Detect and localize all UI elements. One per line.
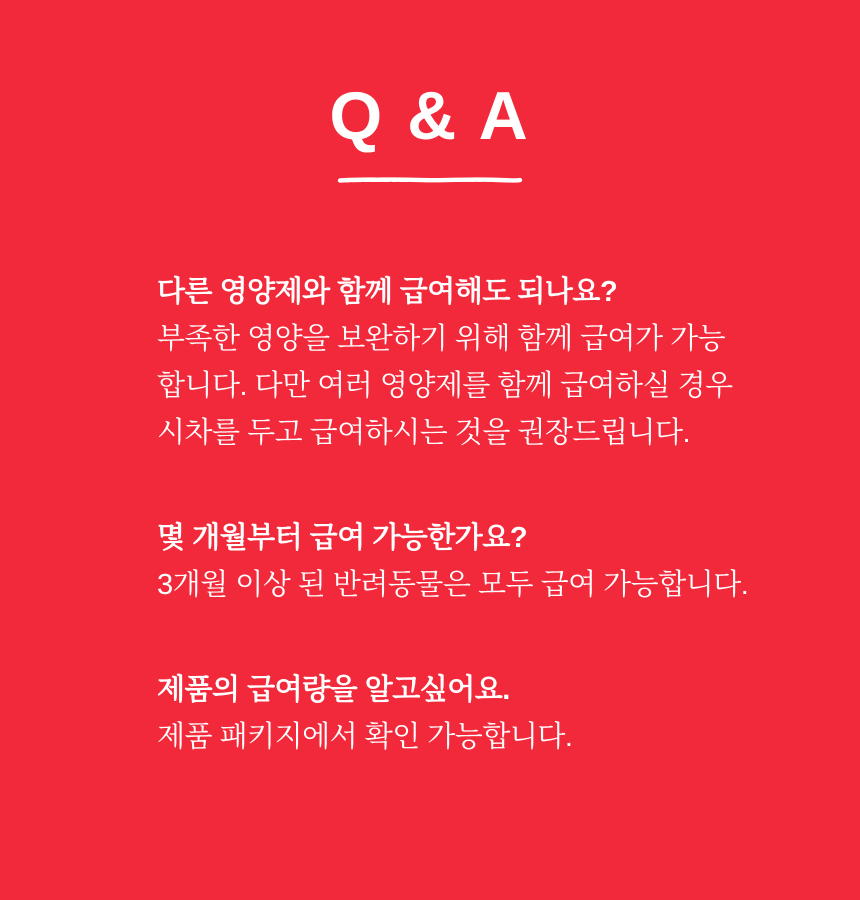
qa-item [157, 515, 749, 609]
qa-header [0, 0, 860, 184]
page-title: Q & A [329, 78, 531, 154]
title-underline-container [0, 176, 860, 184]
qa-item [157, 269, 740, 457]
brush-underline-icon [337, 176, 523, 184]
qa-answer-line: 합니다. 다만 여러 영양제를 함께 급여하실 경우 [157, 370, 733, 402]
qa-list [0, 269, 860, 761]
qa-question: 제품의 급여량을 알고싶어요. [157, 674, 510, 706]
qa-answer-line: 시차를 두고 급여하시는 것을 권장드립니다. [157, 417, 691, 449]
qa-answer-line: 부족한 영양을 보완하기 위해 함께 급여가 가능 [157, 323, 726, 355]
qa-answer-line: 3개월 이상 된 반려동물은 모두 급여 가능합니다. [157, 569, 749, 601]
qa-question: 몇 개월부터 급여 가능한가요? [157, 522, 528, 554]
qa-item [157, 667, 740, 761]
qa-question: 다른 영양제와 함께 급여해도 되나요? [157, 276, 618, 308]
qa-answer-line: 제품 패키지에서 확인 가능합니다. [157, 721, 573, 753]
